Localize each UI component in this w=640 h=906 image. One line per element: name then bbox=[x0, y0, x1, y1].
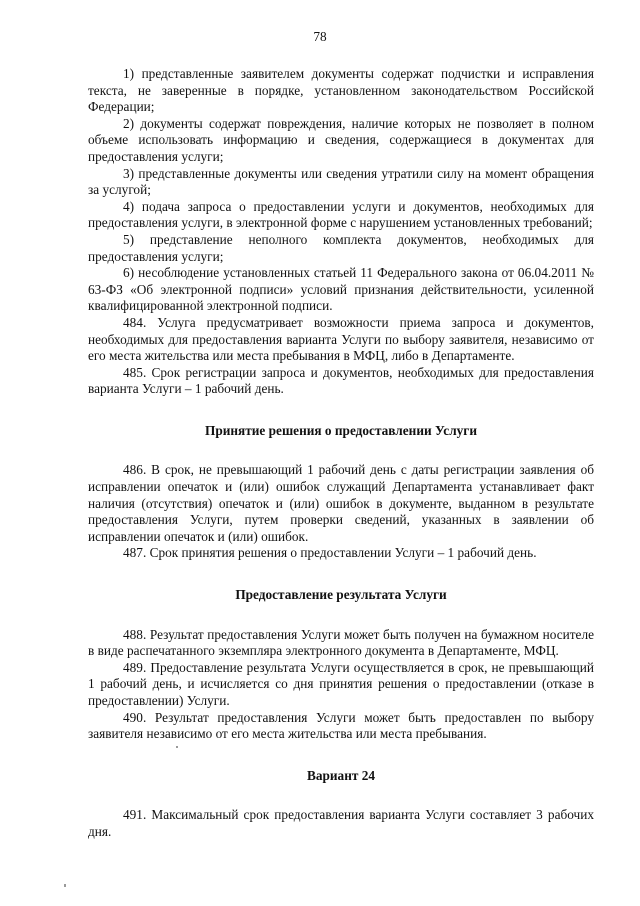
list-item-5: 5) представление неполного комплекта документов, необходимых для предоставления услуги; bbox=[88, 231, 594, 264]
list-item-2: 2) документы содержат повреждения, наличие которых не позволяет в полном объеме использовать информацию и сведения, содержащиеся в документах для предоставления услуги; bbox=[88, 115, 594, 164]
section-heading-decision: Принятие решения о предоставлении Услуги bbox=[204, 422, 478, 438]
clause-488: 488. Результат предоставления Услуги может быть получен на бумажном носителе в виде распечатанного экземпляра электронного документа в Департаменте, МФЦ. bbox=[88, 626, 594, 659]
clause-490: 490. Результат предоставления Услуги может быть предоставлен по выбору заявителя независимо от его места жительства или места пребывания. bbox=[88, 709, 594, 742]
clause-484: 484. Услуга предусматривает возможности приема запроса и документов, необходимых для предоставления варианта Услуги по выбору заявителя, независимо от его места жительства или места пребывания в МФЦ, либо в Департаменте. bbox=[88, 314, 594, 364]
list-item-3: 3) представленные документы или сведения утратили силу на момент обращения за услугой; bbox=[88, 165, 594, 198]
page-number: 78 bbox=[313, 29, 327, 44]
document-body bbox=[88, 66, 594, 841]
list-item-4: 4) подача запроса о предоставлении услуги и документов, необходимых для предоставления услуги, в электронной форме с нарушением установленных требований; bbox=[88, 198, 594, 231]
clause-487: 487. Срок принятия решения о предоставлении Услуги – 1 рабочий день. bbox=[123, 545, 537, 561]
clause-491: 491. Максимальный срок предоставления варианта Услуги составляет 3 рабочих дня. bbox=[88, 807, 594, 839]
list-item-1: 1) представленные заявителем документы содержат подчистки и исправления текста, не заверенные в порядке, установленном законодательством Российской Федерации; bbox=[88, 66, 594, 115]
scan-speck bbox=[64, 884, 66, 887]
section-heading-result: Предоставление результата Услуги bbox=[235, 587, 447, 603]
list-item-6: 6) несоблюдение установленных статьей 11 Федерального закона от 06.04.2011 № 63-ФЗ «Об электронной подписи» условий признания действительности, усиленной квалифицированной электронной подписи. bbox=[88, 265, 594, 314]
section-heading-variant: Вариант 24 bbox=[306, 767, 376, 783]
clause-489: 489. Предоставление результата Услуги осуществляется в срок, не превышающий 1 рабочий день, и исчисляется со дня принятия решения о предоставлении (отказе в предоставлении) Услуги. bbox=[88, 659, 594, 708]
clause-485: 485. Срок регистрации запроса и документов, необходимых для предоставления варианта Услуги – 1 рабочий день. bbox=[88, 364, 594, 397]
scan-speck bbox=[176, 746, 178, 748]
clause-486: 486. В срок, не превышающий 1 рабочий день с даты регистрации заявления об исправлении опечаток и (или) ошибок служащий Департамента устанавливает факт наличия (отсутствия) опечаток и (или) ошибок в документе, выданном в результате предоставления Услуги, путем проверки сведений, указанных в заявлении об исправлении опечаток и (или) ошибок. bbox=[88, 462, 594, 544]
